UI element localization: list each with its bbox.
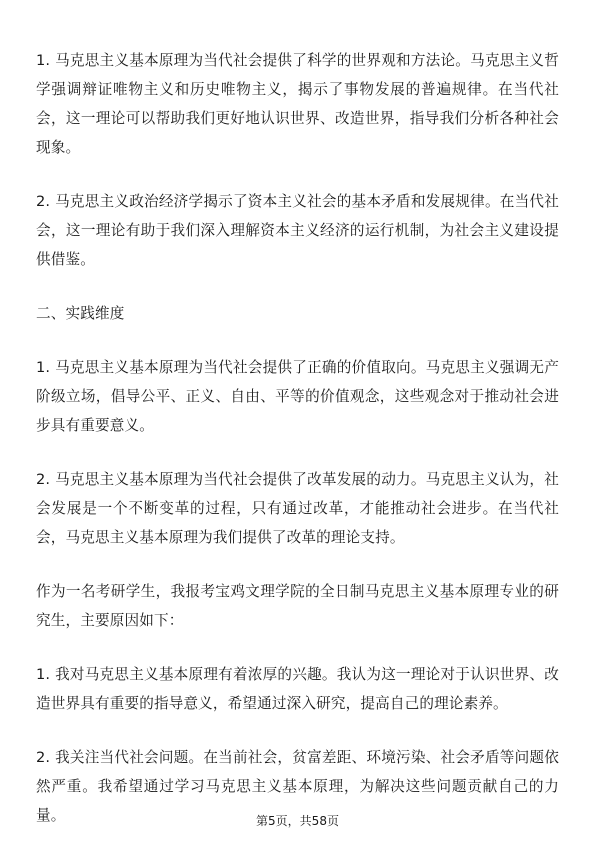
paragraph-theory-worldview: 1. 马克思主义基本原理为当代社会提供了科学的世界观和方法论。马克思主义哲学强调辩证唯物主义和历史唯物主义，揭示了事物发展的普遍规律。在当代社会，这一理论可以帮助我们更好地认识世界、改造世界，指导我们分析各种社会现象。 — [36, 52, 559, 156]
paragraph-political-economy: 2. 马克思主义政治经济学揭示了资本主义社会的基本矛盾和发展规律。在当代社会，这一理论有助于我们深入理解资本主义经济的运行机制，为社会主义建设提供借鉴。 — [36, 193, 559, 268]
paragraph-reason-social-issues: 2. 我关注当代社会问题。在当前社会，贫富差距、环境污染、社会矛盾等问题依然严重。我希望通过学习马克思主义基本原理，为解决这些问题贡献自己的力量。 — [36, 749, 559, 824]
document-body — [36, 46, 559, 855]
section-heading-practice: 二、实践维度 — [36, 305, 125, 322]
paragraph-value-orientation: 1. 马克思主义基本原理为当代社会提供了正确的价值取向。马克思主义强调无产阶级立场，倡导公平、正义、自由、平等的价值观念，这些观念对于推动社会进步具有重要意义。 — [36, 359, 559, 434]
paragraph-reform-motivation: 2. 马克思主义基本原理为当代社会提供了改革发展的动力。马克思主义认为，社会发展是一个不断变革的过程，只有通过改革，才能推动社会进步。在当代社会，马克思主义基本原理为我们提供了改革的理论支持。 — [36, 471, 559, 546]
paragraph-reason-interest: 1. 我对马克思主义基本原理有着浓厚的兴趣。我认为这一理论对于认识世界、改造世界具有重要的指导意义，希望通过深入研究，提高自己的理论素养。 — [36, 666, 559, 712]
page-number-footer: 第5页，共58页 — [256, 814, 339, 828]
paragraph-application-intro: 作为一名考研学生，我报考宝鸡文理学院的全日制马克思主义基本原理专业的研究生，主要原因如下： — [36, 583, 559, 629]
